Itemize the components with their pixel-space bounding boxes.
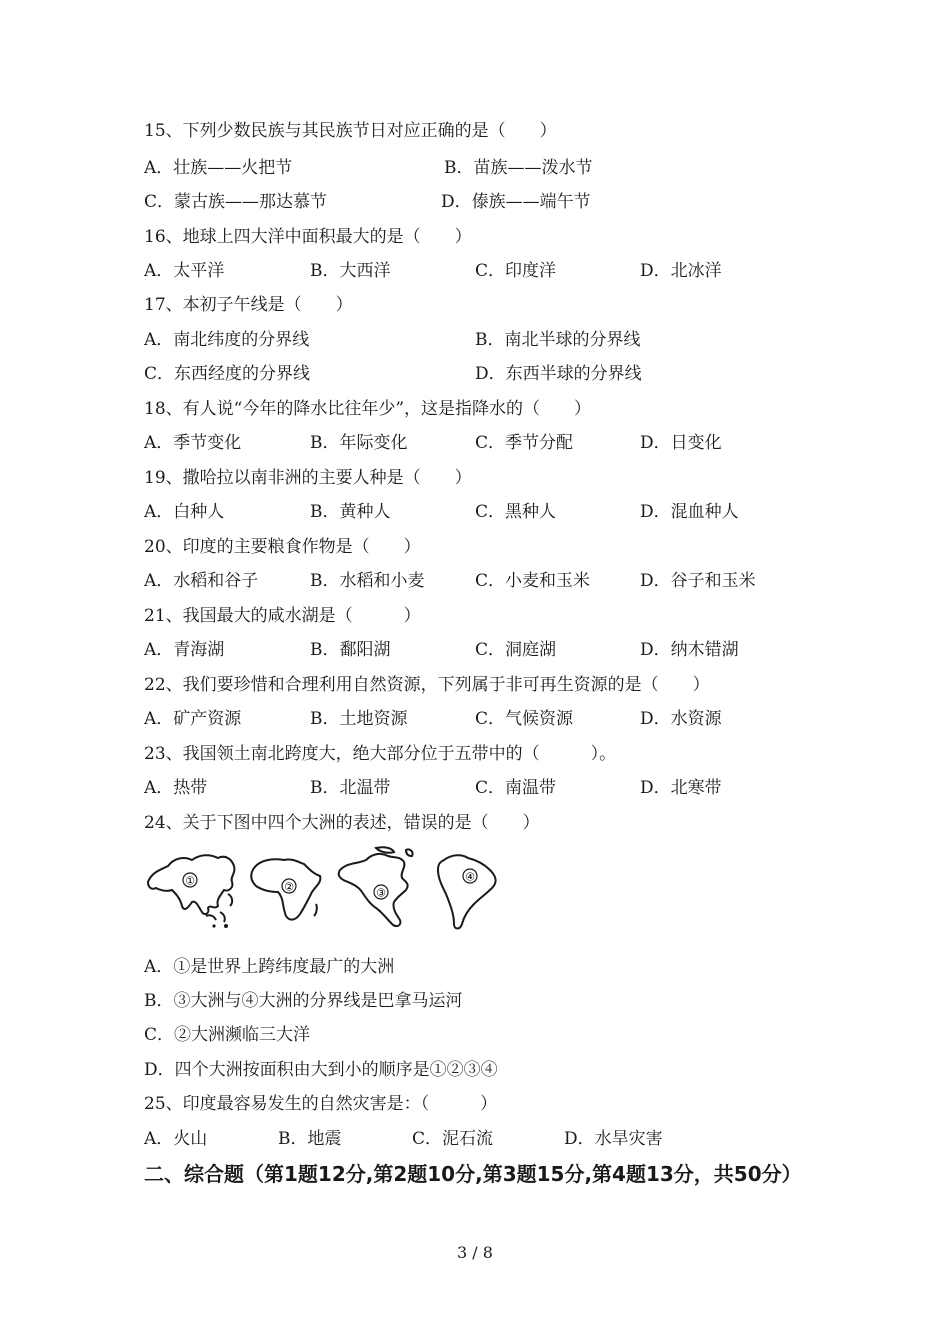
option-d: D．谷子和玉米 [640, 571, 756, 591]
question-17-options-row-1 [144, 327, 784, 353]
continent-1-outline [148, 855, 234, 928]
option-b: B．地震 [278, 1129, 342, 1149]
question-21-stem: 21、我国最大的咸水湖是（ ） [144, 606, 421, 626]
option-a: A．太平洋 [144, 261, 225, 281]
option-a: A．壮族——火把节 [144, 158, 293, 178]
option-c: C．东西经度的分界线 [144, 364, 311, 384]
option-c: C．南温带 [475, 778, 557, 798]
option-c: C．小麦和玉米 [475, 571, 591, 591]
question-18-options [144, 430, 784, 456]
option-a: A．火山 [144, 1129, 208, 1149]
option-b: B．水稻和小麦 [310, 571, 425, 591]
continent-4-label: ④ [465, 870, 475, 884]
option-b: B．大西洋 [310, 261, 391, 281]
question-24-option-a: A．①是世界上跨纬度最广的大洲 [144, 957, 395, 977]
question-19-options [144, 499, 784, 525]
option-a: A．热带 [144, 778, 208, 798]
question-18-stem: 18、有人说“今年的降水比往年少”，这是指降水的（ ） [144, 399, 592, 419]
option-b: B．年际变化 [310, 433, 408, 453]
option-b: B．苗族——泼水节 [444, 158, 593, 178]
option-d: D．水旱灾害 [564, 1129, 663, 1149]
option-d: D．水资源 [640, 709, 722, 729]
question-16-options [144, 258, 784, 284]
question-24-option-c: C．②大洲濒临三大洋 [144, 1025, 311, 1045]
continent-1-label: ① [185, 874, 195, 888]
option-b: B．土地资源 [310, 709, 408, 729]
option-b: B．南北半球的分界线 [475, 330, 641, 350]
question-22-options [144, 706, 784, 732]
question-15-options-row-2 [144, 189, 764, 215]
question-21-options [144, 637, 784, 663]
question-15-stem: 15、下列少数民族与其民族节日对应正确的是（ ） [144, 121, 557, 141]
option-c: C．洞庭湖 [475, 640, 557, 660]
question-19-stem: 19、撒哈拉以南非洲的主要人种是（ ） [144, 468, 472, 488]
question-24-stem: 24、关于下图中四个大洲的表述，错误的是（ ） [144, 813, 540, 833]
option-c: C．季节分配 [475, 433, 574, 453]
continent-3-label: ③ [376, 886, 386, 900]
question-15-options-row-1 [144, 155, 764, 181]
option-c: C．黑种人 [475, 502, 557, 522]
option-a: A．白种人 [144, 502, 225, 522]
option-a: A．水稻和谷子 [144, 571, 259, 591]
option-d: D．北冰洋 [640, 261, 722, 281]
option-c: C．泥石流 [412, 1129, 494, 1149]
option-a: A．矿产资源 [144, 709, 242, 729]
continent-4-outline [438, 855, 496, 928]
option-c: C．气候资源 [475, 709, 574, 729]
continent-2-label: ② [284, 880, 294, 894]
option-d: D．纳木错湖 [640, 640, 739, 660]
option-a: A．南北纬度的分界线 [144, 330, 310, 350]
option-d: D．傣族——端午节 [441, 192, 591, 212]
question-25-options [144, 1126, 784, 1152]
option-a: A．季节变化 [144, 433, 242, 453]
option-c: C．蒙古族——那达慕节 [144, 192, 328, 212]
option-b: B．黄种人 [310, 502, 391, 522]
question-16-stem: 16、地球上四大洋中面积最大的是（ ） [144, 227, 472, 247]
option-b: B．鄱阳湖 [310, 640, 391, 660]
option-d: D．混血种人 [640, 502, 739, 522]
section-title: 二、综合题（第1题12分,第2题10分,第3题15分,第4题13分，共50分） [144, 1162, 802, 1186]
option-c: C．印度洋 [475, 261, 557, 281]
question-23-options [144, 775, 784, 801]
question-20-stem: 20、印度的主要粮食作物是（ ） [144, 537, 421, 557]
option-b: B．北温带 [310, 778, 391, 798]
question-22-stem: 22、我们要珍惜和合理利用自然资源，下列属于非可再生资源的是（ ） [144, 675, 710, 695]
option-a: A．青海湖 [144, 640, 225, 660]
question-17-stem: 17、本初子午线是（ ） [144, 295, 353, 315]
page-number: 3 / 8 [457, 1243, 493, 1262]
option-d: D．日变化 [640, 433, 722, 453]
option-d: D．东西半球的分界线 [475, 364, 642, 384]
question-17-options-row-2 [144, 361, 784, 387]
question-24-option-b: B．③大洲与④大洲的分界线是巴拿马运河 [144, 991, 463, 1011]
question-20-options [144, 568, 784, 594]
question-24-option-d: D．四个大洲按面积由大到小的顺序是①②③④ [144, 1060, 498, 1080]
continents-figure [144, 846, 504, 932]
option-d: D．北寒带 [640, 778, 722, 798]
question-25-stem: 25、印度最容易发生的自然灾害是：（ ） [144, 1094, 498, 1114]
question-23-stem: 23、我国领土南北跨度大，绝大部分位于五带中的（ ）。 [144, 744, 617, 764]
